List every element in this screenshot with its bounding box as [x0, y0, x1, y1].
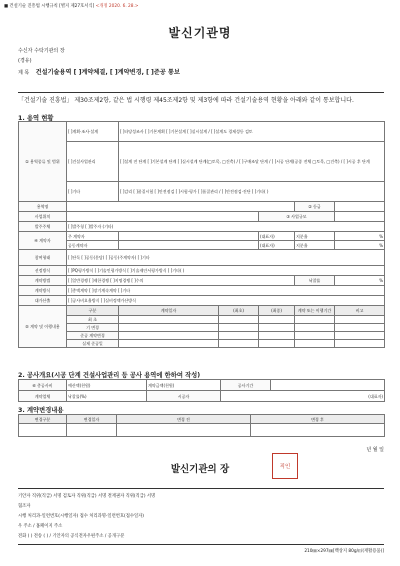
selection-options: [ ]PQ평가방식 [ ]기술인평가방식 [ ]기술제안서평가방식 [ ]기타( ) — [67, 266, 385, 276]
category-cell: [ ]건설사업관리 — [67, 142, 119, 182]
bid-rate-label: 낙찰률(%) — [67, 391, 147, 402]
change-head: 변경 전 — [117, 415, 251, 424]
via-line: (경유) — [18, 58, 32, 64]
orderer-label: 발주주체 — [19, 222, 67, 232]
change-head: 변경구분 — [19, 415, 67, 424]
footer-approval-line: 기안자 직위(직급) 서명 검토자 직위(직급) 서명 결재권자 직위(직급) 서명 — [18, 494, 156, 499]
category-options: [ ]설계 전 단계 [ ]기본설계 단계 [ ]실시설계 단계(□토목, □건축) / [ ]구매조달 단계 / [ ]시공 단계(공종 전체 □토목, □건축) / [ ]시공 후 단계 — [119, 142, 385, 182]
contractor-company-label: 계약업체 — [19, 391, 67, 402]
service-name-value[interactable] — [67, 202, 295, 212]
contractor-name[interactable] — [119, 241, 259, 250]
revision-note: <개정 2020. 6. 28.> — [95, 4, 139, 9]
footer-contact-line: 전화 ( ) 전송 ( ) / 기안자의 공식전자우편주소 / 공개구분 — [18, 534, 125, 539]
page-title: 발신기관명 — [168, 26, 232, 40]
total-cost-label: ⑥ 총공사비 — [19, 380, 67, 391]
scale-label: ③ 사업규모 — [259, 212, 335, 222]
scale-value[interactable] — [335, 212, 385, 222]
budget-label: 예산액(천원) — [67, 380, 147, 391]
official-seal: 직인 — [272, 453, 298, 479]
history-row-label: 준공 계약변경 — [67, 332, 119, 340]
history-head: 구분 — [67, 306, 119, 316]
share-unit: % — [335, 232, 385, 241]
history-head: 비고 — [335, 306, 385, 316]
footer-divider — [18, 488, 384, 489]
contractor-row-label: 공동계약자 — [67, 241, 119, 250]
contract-change-table — [18, 414, 385, 437]
contractor-name[interactable] — [119, 232, 259, 241]
form-header — [4, 3, 139, 9]
bid-rate-unit: % — [335, 276, 385, 286]
footer-bottom-divider — [18, 544, 384, 545]
subject-line — [18, 67, 180, 76]
share-unit: % — [335, 241, 385, 250]
contract-amount-label: 계약금액(천원) — [147, 380, 221, 391]
location-value[interactable] — [67, 212, 259, 222]
participation-label: 참여형태 — [19, 250, 67, 266]
share-label: 지분율 — [295, 232, 335, 241]
history-head: (최초) — [219, 306, 259, 316]
history-head: (최종) — [259, 306, 295, 316]
change-head: 변경 후 — [251, 415, 385, 424]
section-1-title: 1. 용역 현황 — [18, 115, 54, 122]
section-3-title: 3. 계약변경내용 — [18, 407, 64, 414]
contract-method-options: [ ]일반경쟁 [ ]제한경쟁 [ ]지명경쟁 [ ]수의 — [67, 276, 295, 286]
history-head: 계약 또는 이행기간 — [295, 306, 335, 316]
location-label: 사업위치 — [19, 212, 67, 222]
rep-label: (대표자) — [259, 232, 295, 241]
intro-paragraph: 「건설기술 진흥법」 제30조제2항, 같은 법 시행령 제45조제2항 및 제3항에 따라 건설기술용역 현황을 아래와 같이 통보합니다. — [18, 92, 384, 105]
category-options: [ ]감리 [ ]품질시험 [ ]안전점검 [ ]시험·평가 [ ]품질관리 / [ ]안전점검·진단 [ ]기타( ) — [119, 182, 385, 202]
service-type-label: ① 용역종류 및 범위 — [19, 122, 67, 202]
period-value[interactable] — [271, 380, 385, 391]
share-label: 지분율 — [295, 241, 335, 250]
subject-label: 제 목 — [18, 70, 30, 76]
category-cell: [ ]계획·조사·설계 — [67, 122, 119, 142]
paper-size-note: 210㎜×297㎜[백상지 80g/㎡(재활용품)] — [304, 549, 384, 554]
builder-rep-label: (대표자) — [221, 391, 385, 402]
contract-kind-label: 계약방식 — [19, 286, 67, 296]
footer-cooperator-line: 협조자 — [18, 504, 31, 509]
orderer-options: [ ]발주청 [ ]발주자 (기타) — [67, 222, 385, 232]
signature-title: 발신기관의 장 — [170, 464, 230, 475]
contractor-label: ④ 계약자 — [19, 232, 67, 250]
grade-label: ② 등급 — [295, 202, 335, 212]
change-head: 변경일자 — [67, 415, 117, 424]
footer-address-line: 우 주소 / 홈페이지 주소 — [18, 524, 63, 529]
payment-label: 대가산출 — [19, 296, 67, 306]
form-reference: ■ 건설기술 진흥법 시행규칙 [별지 제27호서식] — [4, 4, 95, 9]
category-options: [ ]타당성조사 [ ]기본계획 [ ]기본설계 [ ]실시설계 / [ ]설계도 경제성등 검토 — [119, 122, 385, 142]
subject-text: 건설기술용역 [ ]계약체결, [ ]계약변경, [ ]준공 통보 — [35, 69, 180, 76]
section-2-title: 2. 공사개요(시공 단계 건설사업관리 등 공사 용역에 한하여 작성) — [18, 372, 201, 379]
history-row-label: 기 변경 — [67, 324, 119, 332]
history-head: 계약일자 — [119, 306, 219, 316]
footer-enforcement-line: 시행 처리과-일련번호(시행일자) 접수 처리과명-일련번호(접수일자) — [18, 514, 144, 519]
history-row-label: 최 초 — [67, 316, 119, 324]
history-row-label: 실제 준공일 — [67, 340, 119, 348]
service-name-label: 용역명 — [19, 202, 67, 212]
rep-label: (대표자) — [259, 241, 295, 250]
recipient-line: 수신자 수탁기관의 장 — [18, 48, 65, 54]
construction-overview-table — [18, 379, 385, 402]
selection-label: 선정방식 — [19, 266, 67, 276]
participation-options: [ ]단독 [ ]공동(분담) [ ]공동(주계약자) [ ]기타 — [67, 250, 385, 266]
issue-date: 년 월 일 — [366, 447, 384, 453]
contract-method-label: 계약방법 — [19, 276, 67, 286]
builder-label: 시공자 — [147, 391, 221, 402]
contract-kind-options: [ ]총액계약 [ ]장기계속계약 [ ]기타 — [67, 286, 385, 296]
service-status-table — [18, 121, 385, 348]
payment-options: [ ]공사비요율방식 [ ]실비정액가산방식 — [67, 296, 385, 306]
grade-value[interactable] — [335, 202, 385, 212]
bid-rate-label: 낙찰률 — [295, 276, 335, 286]
category-cell: [ ]기타 — [67, 182, 119, 202]
contractor-row-label: 주 계약자 — [67, 232, 119, 241]
history-label: ⑤ 계약 및 이행내용 — [19, 306, 67, 348]
period-label: 공사기간 — [221, 380, 271, 391]
